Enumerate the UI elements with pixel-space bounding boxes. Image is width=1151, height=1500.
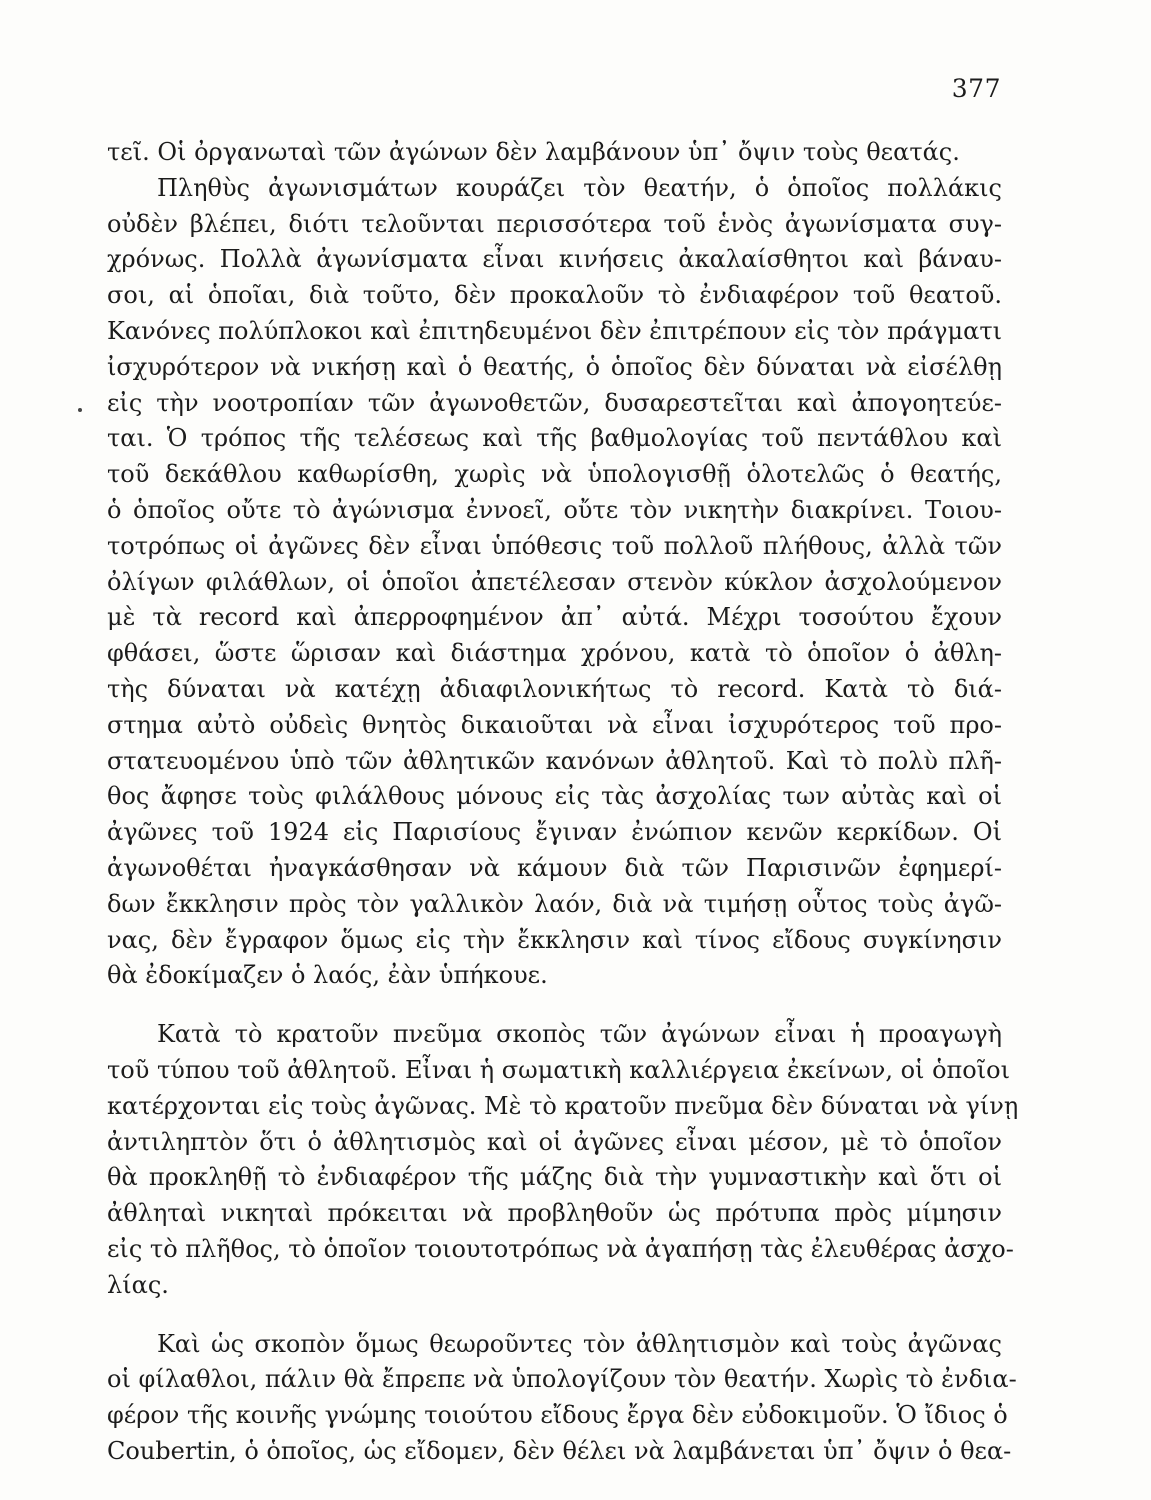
text-line: δων ἔκκλησιν πρὸς τὸν γαλλικὸν λαόν, διὰ νὰ τιμήσῃ οὗτος τοὺς ἀγῶ- — [107, 889, 1002, 918]
text-line: ἀγῶνες τοῦ 1924 εἰς Παρισίους ἔγιναν ἐνώπιον κενῶν κερκίδων. Οἱ — [107, 818, 1002, 847]
text-line: τὴς δύναται νὰ κατέχῃ ἀδιαφιλονικήτως τὸ record. Κατὰ τὸ διά- — [107, 674, 1002, 703]
page-number: 377 — [951, 74, 1001, 103]
text-line: Coubertin, ὁ ὁποῖος, ὡς εἴδομεν, δὲν θέλει νὰ λαμβάνεται ὑπ᾽ ὄψιν ὁ θεα- — [107, 1436, 1012, 1465]
text-line: τεῖ. Οἱ ὀργανωταὶ τῶν ἀγώνων δὲν λαμβάνουν ὑπ᾽ ὄψιν τοὺς θεατάς. — [107, 138, 960, 166]
text-line: τοῦ δεκάθλου καθωρίσθη, χωρὶς νὰ ὑπολογισθῇ ὁλοτελῶς ὁ θεατής, — [107, 460, 1002, 489]
text-line: θὰ ἐδοκίμαζεν ὁ λαός, ἐὰν ὑπήκουε. — [107, 961, 548, 990]
paragraph-gap — [107, 994, 1002, 1017]
text-line: μὲ τὰ record καὶ ἀπερροφημένον ἀπ᾽ αὐτά. Μέχρι τοσούτου ἔχουν — [107, 603, 1002, 632]
text-line: οὐδὲν βλέπει, διότι τελοῦνται περισσότερα τοῦ ἑνὸς ἀγωνίσματα συγ- — [107, 209, 1002, 238]
text-line: ἀγωνοθέται ἠναγκάσθησαν νὰ κάμουν διὰ τῶν Παρισινῶν ἐφημερί- — [107, 853, 1002, 882]
text-line: Κατὰ τὸ κρατοῦν πνεῦμα σκοπὸς τῶν ἀγώνων εἶναι ἡ προαγωγὴ — [157, 1020, 1002, 1049]
text-line: στημα αὐτὸ οὐδεὶς θνητὸς δικαιοῦται νὰ εἶναι ἰσχυρότερος τοῦ προ- — [107, 710, 1002, 739]
text-line: λίας. — [107, 1270, 169, 1299]
text-line: εἰς τὴν νοοτροπίαν τῶν ἀγωνοθετῶν, δυσαρεστεῖται καὶ ἀπογοητεύε- — [107, 388, 1002, 417]
text-line: στατευομένου ὑπὸ τῶν ἀθλητικῶν κανόνων ἀθλητοῦ. Καὶ τὸ πολὺ πλῆ- — [107, 746, 1002, 775]
margin-dot — [78, 408, 82, 412]
text-line: ἀντιληπτὸν ὅτι ὁ ἀθλητισμὸς καὶ οἱ ἀγῶνες εἶναι μέσον, μὲ τὸ ὁποῖον — [107, 1127, 1002, 1156]
text-line: Καὶ ὡς σκοπὸν ὅμως θεωροῦντες τὸν ἀθλητισμὸν καὶ τοὺς ἀγῶνας — [157, 1329, 1002, 1358]
text-line: χρόνως. Πολλὰ ἀγωνίσματα εἶναι κινήσεις ἀκαλαίσθητοι καὶ βάναυ- — [107, 245, 1002, 274]
text-line: σοι, αἱ ὁποῖαι, διὰ τοῦτο, δὲν προκαλοῦν τὸ ἐνδιαφέρον τοῦ θεατοῦ. — [107, 281, 1002, 310]
body-text — [107, 135, 1019, 1470]
text-line: ὁ ὁποῖος οὔτε τὸ ἀγώνισμα ἐννοεῖ, οὔτε τὸν νικητὴν διακρίνει. Τοιου- — [107, 495, 1002, 524]
text-line: ἀθληταὶ νικηταὶ πρόκειται νὰ προβληθοῦν ὡς πρότυπα πρὸς μίμησιν — [107, 1199, 1002, 1228]
text-line: τοτρόπως οἱ ἀγῶνες δὲν εἶναι ὑπόθεσις τοῦ πολλοῦ πλήθους, ἀλλὰ τῶν — [107, 531, 1002, 560]
text-line: ἰσχυρότερον νὰ νικήσῃ καὶ ὁ θεατής, ὁ ὁποῖος δὲν δύναται νὰ εἰσέλθῃ — [107, 352, 1002, 381]
text-line: κατέρχονται εἰς τοὺς ἀγῶνας. Μὲ τὸ κρατοῦν πνεῦμα δὲν δύναται νὰ γίνῃ — [107, 1091, 1019, 1120]
text-line: Πληθὺς ἀγωνισμάτων κουράζει τὸν θεατήν, ὁ ὁποῖος πολλάκις — [157, 173, 1002, 202]
text-line: τοῦ τύπου τοῦ ἀθλητοῦ. Εἶναι ἡ σωματικὴ καλλιέργεια ἐκείνων, οἱ ὁποῖοι — [107, 1055, 1011, 1084]
text-line: οἱ φίλαθλοι, πάλιν θὰ ἔπρεπε νὰ ὑπολογίζουν τὸν θεατήν. Χωρὶς τὸ ἐνδια- — [107, 1365, 1017, 1394]
text-line: νας, δὲν ἔγραφον ὅμως εἰς τὴν ἔκκλησιν καὶ τίνος εἴδους συγκίνησιν — [107, 925, 1002, 954]
text-line: θος ἄφησε τοὺς φιλάλθους μόνους εἰς τὰς ἀσχολίας των αὐτὰς καὶ οἱ — [107, 782, 1002, 811]
text-line: φέρον τῆς κοινῆς γνώμης τοιούτου εἴδους ἔργα δὲν εὐδοκιμοῦν. Ὁ ἴδιος ὁ — [107, 1401, 1008, 1430]
text-line: φθάσει, ὥστε ὥρισαν καὶ διάστημα χρόνου, κατὰ τὸ ὁποῖον ὁ ἀθλη- — [107, 639, 1002, 668]
text-line: εἰς τὸ πλῆθος, τὸ ὁποῖον τοιουτοτρόπως νὰ ἀγαπήσῃ τὰς ἐλευθέρας ἀσχο- — [107, 1234, 1014, 1263]
text-line: Κανόνες πολύπλοκοι καὶ ἐπιτηδευμένοι δὲν ἐπιτρέπουν εἰς τὸν πράγματι — [107, 316, 1003, 345]
text-line: θὰ προκληθῇ τὸ ἐνδιαφέρον τῆς μάζης διὰ τὴν γυμναστικὴν καὶ ὅτι οἱ — [107, 1163, 1002, 1192]
paragraph-gap — [107, 1304, 1002, 1327]
text-line: ται. Ὁ τρόπος τῆς τελέσεως καὶ τῆς βαθμολογίας τοῦ πεντάθλου καὶ — [107, 424, 1002, 453]
text-line: ὀλίγων φιλάθλων, οἱ ὁποῖοι ἀπετέλεσαν στενὸν κύκλον ἀσχολούμενον — [107, 567, 1002, 596]
